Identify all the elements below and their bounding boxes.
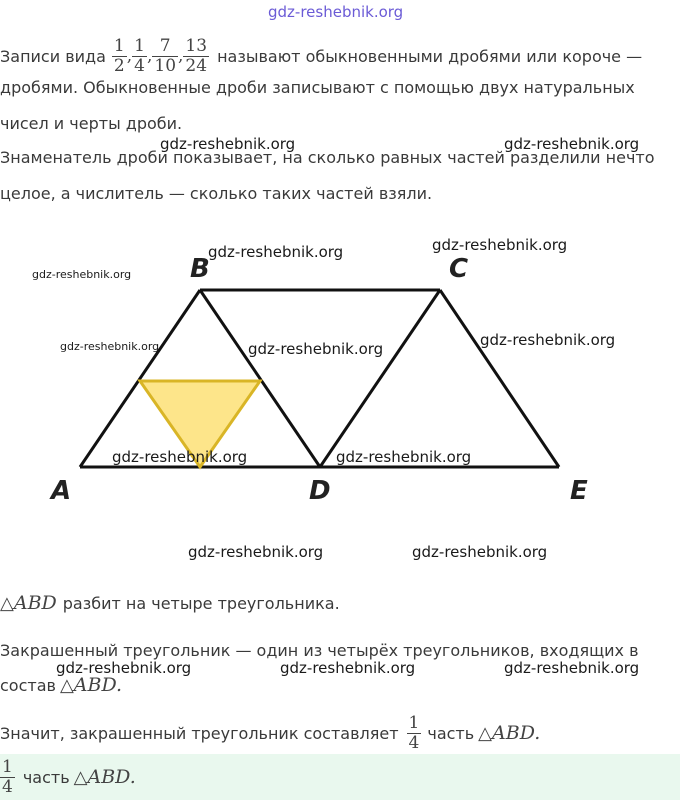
triangle-icon: △ <box>0 593 14 614</box>
answer-triangle-abd: △ABD. <box>73 766 136 788</box>
watermark: gdz-reshebnik.org <box>504 659 640 677</box>
para2-line2: целое, а числитель — сколько таких частей взяли. <box>0 184 433 203</box>
triangle-abd-math-3: △ABD. <box>478 722 541 744</box>
line-DC <box>320 290 440 467</box>
sentence2-line1: Закрашенный треугольник — один из четырёх треугольников, входящих в <box>0 641 639 660</box>
watermark: gdz-reshebnik.org <box>480 331 616 349</box>
para2-line1: Знаменатель дроби показывает, на сколько равных частей разделили нечто <box>0 148 655 167</box>
watermark: gdz-reshebnik.org <box>188 543 324 561</box>
answer-content <box>0 754 136 800</box>
answer-mid: часть <box>22 767 70 787</box>
watermark: gdz-reshebnik.org <box>336 448 472 466</box>
para1-line2: дробями. Обыкновенные дроби записывают с помощью двух натуральных <box>0 78 635 97</box>
watermark: gdz-reshebnik.org <box>504 135 640 153</box>
triangle-abd-math-2: △ABD. <box>59 674 123 696</box>
watermark: gdz-reshebnik.org <box>412 543 548 561</box>
answer-box <box>0 754 680 800</box>
watermark: gdz-reshebnik.org <box>56 659 192 677</box>
point-label-b: B <box>190 254 210 284</box>
watermark: gdz-reshebnik.org <box>208 243 344 261</box>
sentence3-mid: часть <box>427 723 475 743</box>
fraction-7-10: $\frac{7}{10}$ <box>154 35 177 76</box>
point-label-c: C <box>449 254 469 284</box>
point-label-e: E <box>570 476 588 506</box>
triangle-icon: △ <box>73 767 88 788</box>
watermark: gdz-reshebnik.org <box>160 135 296 153</box>
sentence3-before: Значит, закрашенный треугольник составляет <box>0 723 399 743</box>
point-label-d: D <box>309 476 331 506</box>
triangle-abd-math: △ABD <box>0 592 57 614</box>
sentence2-before: состав <box>0 675 56 695</box>
watermark: gdz-reshebnik.org <box>112 448 248 466</box>
triangle-icon: △ <box>59 675 74 696</box>
watermark-top: gdz-reshebnik.org <box>268 3 404 21</box>
triangle-icon: △ <box>478 723 493 744</box>
para1-before: Записи вида <box>0 46 106 66</box>
answer-fraction: $\frac{1}{4}$ <box>2 756 13 797</box>
watermark: gdz-reshebnik.org <box>32 268 132 281</box>
watermark: gdz-reshebnik.org <box>280 659 416 677</box>
fraction-1-2: $\frac{1}{2}$ <box>113 35 125 76</box>
sentence1-text: разбит на четыре треугольника. <box>62 593 340 613</box>
sentence-triangle-split <box>0 592 340 614</box>
fraction-1-4-conclusion: $\frac{1}{4}$ <box>408 712 420 753</box>
para1-after: называют обыкновенными дробями или короче — <box>217 46 643 66</box>
watermark: gdz-reshebnik.org <box>60 340 160 353</box>
fraction-1-4: $\frac{1}{4}$ <box>134 35 145 76</box>
sentence2-line2 <box>0 674 122 696</box>
watermark: gdz-reshebnik.org <box>248 340 384 358</box>
fraction-13-24: $\frac{13}{24}$ <box>185 35 208 76</box>
watermark: gdz-reshebnik.org <box>432 236 568 254</box>
line-CE <box>440 290 559 467</box>
figure-lines <box>80 290 559 467</box>
para1-line3: чисел и черты дроби. <box>0 114 183 133</box>
paragraph-fractions-line1: Записи вида $\frac{1}{2}$ , $\frac{1}{4}$ , $\frac{7}{10}$ , $\frac{13}{24}$ называют обыкновенными дробями или короче — <box>0 35 643 76</box>
point-label-a: A <box>51 476 72 506</box>
sentence-conclusion <box>0 710 540 756</box>
